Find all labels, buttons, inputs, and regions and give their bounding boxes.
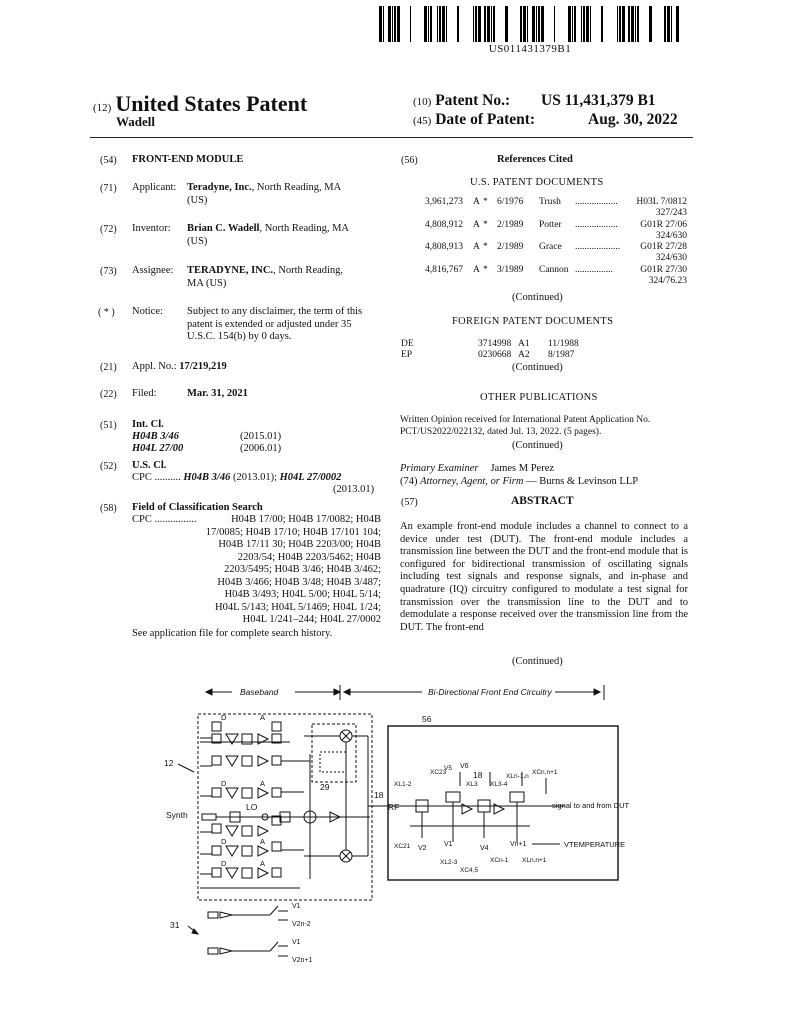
field-line: H04L 1/241–244; H04L 27/0002 bbox=[242, 614, 381, 625]
us-cl-year: (2013.01); bbox=[232, 472, 277, 483]
abstract-text: An example front-end module includes a channel to connect to a device under test (DUT). The front-end module includes a transmission line between the DUT and the front-end module that is configured for bidirectional transmission of oscillating signals including test signals and response signals, and in-phase and quadrature (IQ) circuitry configured to modulate a test signal for transmission over the transmission line to the DUT and to demodulate a response received over the transmission line from the DUT. The front-end bbox=[400, 521, 688, 633]
foreign-kind: A2 bbox=[518, 350, 530, 360]
applicant-value bbox=[187, 182, 387, 207]
assignee-name: TERADYNE, INC. bbox=[187, 265, 274, 276]
ref-name: Potter bbox=[539, 219, 562, 230]
barcode-bar bbox=[667, 6, 670, 42]
assignee-value bbox=[187, 265, 387, 290]
transmission-network bbox=[400, 772, 560, 844]
barcode-bar bbox=[554, 6, 555, 42]
x-label: XC4,5 bbox=[460, 867, 479, 874]
foreign-date: 11/1988 bbox=[548, 339, 579, 349]
barcode-bar bbox=[442, 6, 445, 42]
inid-code: ( * ) bbox=[98, 307, 115, 318]
barcode-bar bbox=[430, 6, 432, 42]
bidir-label: Bi-Directional Front End Circuitry bbox=[428, 687, 552, 697]
int-cl-label: Int. Cl. bbox=[132, 419, 164, 430]
foreign-docs-title: FOREIGN PATENT DOCUMENTS bbox=[452, 316, 614, 327]
foreign-num: 3714998 bbox=[478, 339, 512, 349]
patent-number: US 11,431,379 B1 bbox=[541, 92, 656, 109]
v-label: V6 bbox=[460, 763, 469, 770]
x-label: XC23 bbox=[430, 769, 447, 776]
barcode-bar bbox=[475, 6, 477, 42]
barcode-bar bbox=[428, 6, 429, 42]
assignee-location: , North Reading, bbox=[273, 265, 344, 276]
barcode-bar bbox=[491, 6, 492, 42]
barcode-bar bbox=[619, 6, 621, 42]
cpc-label: CPC .......... bbox=[132, 472, 181, 483]
field-line: H04B 3/466; H04B 3/48; H04B 3/487; bbox=[217, 576, 381, 588]
patent-number-label: Patent No.: bbox=[435, 92, 511, 109]
foreign-cc: EP bbox=[401, 350, 413, 360]
d-label: D bbox=[221, 859, 227, 868]
barcode-bar bbox=[473, 6, 474, 42]
ref-subclass: 324/630 bbox=[655, 253, 687, 263]
v-label: Vn+1 bbox=[510, 841, 527, 848]
examiner-line bbox=[400, 463, 554, 474]
field-cpc-label: CPC ................ bbox=[132, 514, 197, 525]
barcode-bar bbox=[487, 6, 490, 42]
filed-label: Filed: bbox=[132, 388, 157, 399]
ref-number: 4,808,913 bbox=[425, 242, 463, 252]
v-label: V2 bbox=[418, 845, 427, 852]
inid-code: (10) bbox=[413, 96, 432, 108]
barcode-bar bbox=[583, 6, 585, 42]
barcode-bar bbox=[649, 6, 652, 42]
arrow-head bbox=[594, 689, 600, 695]
continued: (Continued) bbox=[512, 656, 563, 667]
a-label: A bbox=[260, 713, 266, 722]
barcode-bar bbox=[505, 6, 508, 42]
a-label: A bbox=[260, 779, 266, 788]
attorney-line bbox=[400, 476, 638, 487]
inventor-surname: Wadell bbox=[116, 114, 156, 129]
field-line: 2203/54; H04B 2203/5462; H04B bbox=[237, 551, 381, 563]
field-line: H04B 17/00; H04B 17/0082; H04B bbox=[231, 514, 381, 525]
barcode-bar bbox=[590, 6, 591, 42]
vtemp-label: VTEMPERATURE bbox=[564, 840, 626, 849]
inid-code: (73) bbox=[100, 266, 117, 277]
x-label: XCn,n+1 bbox=[532, 769, 558, 776]
barcode-bar bbox=[532, 6, 535, 42]
inventor-name: Brian C. Wadell bbox=[187, 223, 260, 234]
inid-code: (45) bbox=[413, 115, 432, 127]
barcode-bar bbox=[527, 6, 528, 42]
synth-label: Synth bbox=[166, 810, 188, 820]
front-page-figure bbox=[160, 676, 720, 1016]
barcode-bar bbox=[394, 6, 396, 42]
leader-12 bbox=[178, 764, 194, 772]
continued: (Continued) bbox=[512, 292, 563, 303]
notice-label: Notice: bbox=[132, 306, 163, 317]
field-line: 17/0085; H04B 17/10; H04B 17/101 104; bbox=[205, 526, 381, 538]
ref-class: G01R 27/30 bbox=[640, 264, 687, 275]
us-cl-class: H04L 27/0002 bbox=[279, 472, 342, 483]
barcode-bar bbox=[637, 6, 639, 42]
rf-label: RF bbox=[388, 802, 400, 812]
ref-kind: A bbox=[473, 264, 480, 275]
foreign-date: 8/1987 bbox=[548, 350, 575, 360]
ref-dots: .................. bbox=[575, 197, 618, 207]
ref-29: 29 bbox=[320, 782, 330, 792]
barcode-bar bbox=[392, 6, 393, 42]
x-label: XCn-1 bbox=[490, 857, 509, 864]
inventor-label: Inventor: bbox=[132, 223, 171, 234]
dac-channel-2 bbox=[200, 756, 310, 766]
ref-star: * bbox=[483, 242, 488, 252]
patent-number-line bbox=[413, 92, 656, 110]
field-search-classes bbox=[180, 514, 381, 627]
barcode-bar bbox=[424, 6, 427, 42]
barcode-bar bbox=[664, 6, 666, 42]
inid-code: (12) bbox=[93, 102, 112, 114]
field-line: H04B 3/493; H04L 5/00; H04L 5/14; bbox=[224, 589, 381, 600]
country-title: United States Patent bbox=[115, 91, 308, 116]
appl-no-label-text: Appl. No.: bbox=[132, 361, 177, 372]
inventor-value bbox=[187, 223, 387, 248]
ref-subclass: 324/76.23 bbox=[648, 275, 687, 286]
barcode-bar bbox=[410, 6, 411, 42]
applicant-location: , North Reading, MA bbox=[251, 182, 342, 193]
x-label: XL3-4 bbox=[490, 781, 508, 788]
barcode-bar bbox=[538, 6, 540, 42]
barcode-bar bbox=[437, 6, 438, 42]
arrow-head bbox=[206, 689, 212, 695]
us-cl-year: (2013.01) bbox=[333, 484, 375, 495]
other-pub-line: Written Opinion received for International Patent Application No. bbox=[400, 415, 651, 425]
x-label: XL3 bbox=[466, 781, 478, 788]
adc-channel-2 bbox=[200, 842, 304, 856]
switch-network-31 bbox=[188, 906, 288, 956]
other-pubs-title: OTHER PUBLICATIONS bbox=[480, 392, 598, 403]
other-pub-line: PCT/US2022/022132, dated Jul. 13, 2022. (5 pages). bbox=[400, 427, 602, 437]
examiner-label: Primary Examiner bbox=[400, 463, 479, 474]
barcode-bar bbox=[676, 6, 679, 42]
ref-dots: .................. bbox=[575, 219, 618, 230]
continued: (Continued) bbox=[512, 440, 563, 451]
v-label: V1 bbox=[292, 939, 301, 946]
ref-date: 6/1976 bbox=[497, 197, 524, 207]
field-search-label: Field of Classification Search bbox=[132, 502, 263, 513]
x-label: XL2-3 bbox=[440, 859, 458, 866]
v-label: V2n-2 bbox=[292, 921, 311, 928]
barcode-bar bbox=[631, 6, 634, 42]
barcode-bar bbox=[379, 6, 382, 42]
ref-18a: 18 bbox=[374, 790, 384, 800]
ref-number: 4,808,912 bbox=[425, 219, 463, 230]
barcode-bar bbox=[484, 6, 486, 42]
foreign-kind: A1 bbox=[518, 339, 530, 349]
ref-31: 31 bbox=[170, 920, 180, 930]
search-history-note: See application file for complete search history. bbox=[132, 628, 333, 639]
attorney-name: — Burns & Levinson LLP bbox=[526, 476, 639, 487]
ref-name: Grace bbox=[539, 242, 562, 252]
ref-kind: A bbox=[473, 219, 480, 230]
d-label: D bbox=[221, 713, 227, 722]
barcode-bar bbox=[541, 6, 544, 42]
references-title: References Cited bbox=[497, 154, 573, 165]
v-label: V2n+1 bbox=[292, 957, 313, 964]
v-label: V1 bbox=[444, 841, 453, 848]
int-cl-class: H04L 27/00 bbox=[132, 443, 184, 454]
barcode-bar bbox=[568, 6, 571, 42]
barcode-number: US011431379B1 bbox=[488, 43, 572, 55]
attorney-label: Attorney, Agent, or Firm bbox=[420, 476, 524, 487]
mixer-top bbox=[340, 730, 352, 742]
ref-kind: A bbox=[473, 242, 480, 252]
d-label: D bbox=[221, 779, 227, 788]
foreign-num: 0230668 bbox=[478, 350, 512, 360]
continued: (Continued) bbox=[512, 362, 563, 373]
field-line: 2203/5495; H04B 3/46; H04B 3/462; bbox=[224, 564, 381, 575]
notice-line: U.S.C. 154(b) by 0 days. bbox=[187, 331, 292, 342]
x-label: V5 bbox=[444, 765, 452, 772]
patent-date: Aug. 30, 2022 bbox=[588, 111, 678, 128]
inid-code: (51) bbox=[100, 420, 117, 431]
barcode-bar bbox=[628, 6, 630, 42]
v-label: V4 bbox=[480, 845, 489, 852]
barcode-bar bbox=[397, 6, 400, 42]
barcode-bar bbox=[457, 6, 459, 42]
barcode-bar bbox=[383, 6, 384, 42]
appl-no-label bbox=[132, 361, 227, 372]
barcode-bar bbox=[572, 6, 573, 42]
date-label: Date of Patent: bbox=[435, 111, 536, 128]
inid-code: (54) bbox=[100, 155, 117, 166]
barcode-bar bbox=[446, 6, 447, 42]
abstract-title: ABSTRACT bbox=[511, 495, 574, 507]
inid-code: (52) bbox=[100, 461, 117, 472]
ref-dots: ................ bbox=[575, 264, 613, 275]
dac-channel-1 bbox=[200, 722, 290, 744]
ref-class: H03L 7/0812 bbox=[636, 197, 687, 207]
barcode-bar bbox=[622, 6, 625, 42]
a-label: A bbox=[260, 837, 266, 846]
ref-date: 3/1989 bbox=[497, 264, 524, 275]
barcode-bar bbox=[617, 6, 618, 42]
ref-subclass: 324/630 bbox=[655, 230, 687, 241]
barcode-bar bbox=[574, 6, 576, 42]
synth-lo-path bbox=[202, 754, 370, 879]
us-docs-title: U.S. PATENT DOCUMENTS bbox=[470, 177, 604, 188]
baseband-label: Baseband bbox=[240, 687, 279, 697]
patent-date-line bbox=[413, 111, 678, 129]
ref-dots: ................... bbox=[575, 242, 621, 252]
int-cl-class: H04B 3/46 bbox=[132, 431, 179, 442]
applicant-country: (US) bbox=[187, 194, 208, 206]
barcode-bar bbox=[635, 6, 636, 42]
barcode-bar bbox=[581, 6, 582, 42]
inventor-country: (US) bbox=[187, 235, 208, 247]
inid-code: (22) bbox=[100, 389, 117, 400]
int-cl-year: (2006.01) bbox=[240, 443, 282, 454]
notice-text bbox=[187, 306, 392, 344]
field-line: H04B 17/11 30; H04B 2203/00; H04B bbox=[218, 539, 381, 550]
d-label: D bbox=[221, 837, 227, 846]
barcode-bar bbox=[671, 6, 672, 42]
dac-channel-3 bbox=[200, 788, 304, 798]
barcode-bar bbox=[493, 6, 495, 42]
inid-code: (58) bbox=[100, 503, 117, 514]
inid-code: (57) bbox=[401, 497, 418, 508]
inid-code: (74) bbox=[400, 476, 418, 487]
notice-line: patent is extended or adjusted under 35 bbox=[187, 318, 352, 330]
foreign-cc: DE bbox=[401, 339, 414, 349]
barcode bbox=[379, 6, 682, 42]
ref-class: G01R 27/06 bbox=[640, 219, 687, 230]
barcode-bar bbox=[536, 6, 537, 42]
appl-no: 17/219,219 bbox=[179, 361, 227, 372]
ref-12: 12 bbox=[164, 758, 174, 768]
applicant-name: Teradyne, Inc. bbox=[187, 182, 252, 193]
inid-code: (71) bbox=[100, 183, 117, 194]
filed-date: Mar. 31, 2021 bbox=[187, 388, 248, 399]
ref-subclass: 327/243 bbox=[655, 208, 687, 218]
ref-56: 56 bbox=[422, 714, 432, 724]
x-label: XLn,n+1 bbox=[522, 857, 547, 864]
other-pubs-text bbox=[400, 414, 690, 438]
field-line: H04L 5/143; H04L 5/1469; H04L 1/24; bbox=[215, 601, 381, 613]
ref-kind: A bbox=[473, 197, 480, 207]
barcode-bar bbox=[601, 6, 603, 42]
notice-line: Subject to any disclaimer, the term of this bbox=[187, 306, 363, 317]
assignee-label: Assignee: bbox=[132, 265, 174, 276]
ref-date: 2/1989 bbox=[497, 242, 524, 252]
us-cl-class: H04B 3/46 bbox=[183, 472, 231, 483]
barcode-bar bbox=[439, 6, 441, 42]
a-label: A bbox=[260, 859, 266, 868]
header-divider bbox=[90, 137, 693, 138]
ref-class: G01R 27/28 bbox=[640, 242, 687, 252]
dut-label: signal to and from DUT bbox=[552, 801, 630, 810]
inid-code: (56) bbox=[401, 155, 418, 166]
ref-name: Trush bbox=[539, 197, 561, 207]
assignee-country: MA (US) bbox=[187, 277, 227, 289]
lo-label: LO bbox=[246, 802, 258, 812]
barcode-bar bbox=[586, 6, 589, 42]
us-cl-label: U.S. Cl. bbox=[132, 460, 167, 471]
ref-star: * bbox=[483, 197, 488, 207]
barcode-bar bbox=[520, 6, 522, 42]
examiner-name: James M Perez bbox=[490, 463, 555, 474]
int-cl-year: (2015.01) bbox=[240, 431, 282, 442]
x-label: XC21 bbox=[394, 843, 411, 850]
inid-code: (21) bbox=[100, 362, 117, 373]
ref-date: 2/1989 bbox=[497, 219, 524, 230]
mixer-bottom bbox=[340, 850, 352, 862]
barcode-bar bbox=[478, 6, 481, 42]
v-label: V1 bbox=[292, 903, 301, 910]
inventor-location: , North Reading, MA bbox=[259, 223, 349, 234]
ref-number: 3,961,273 bbox=[425, 197, 463, 207]
barcode-bar bbox=[388, 6, 391, 42]
adc-channel-3 bbox=[200, 868, 300, 888]
ref-name: Cannon bbox=[539, 264, 569, 275]
x-label: XLn-1,n bbox=[506, 773, 529, 780]
ref-18b: 18 bbox=[473, 770, 483, 780]
arrow-head bbox=[334, 689, 340, 695]
us-cl-cpc bbox=[132, 472, 341, 483]
ref-number: 4,816,767 bbox=[425, 264, 463, 275]
inid-code: (72) bbox=[100, 224, 117, 235]
ref-star: * bbox=[483, 219, 488, 230]
ref-star: * bbox=[483, 264, 488, 275]
barcode-bar bbox=[523, 6, 526, 42]
x-label: XL1-2 bbox=[394, 781, 412, 788]
applicant-label: Applicant: bbox=[132, 182, 177, 193]
invention-title: FRONT-END MODULE bbox=[132, 154, 244, 165]
